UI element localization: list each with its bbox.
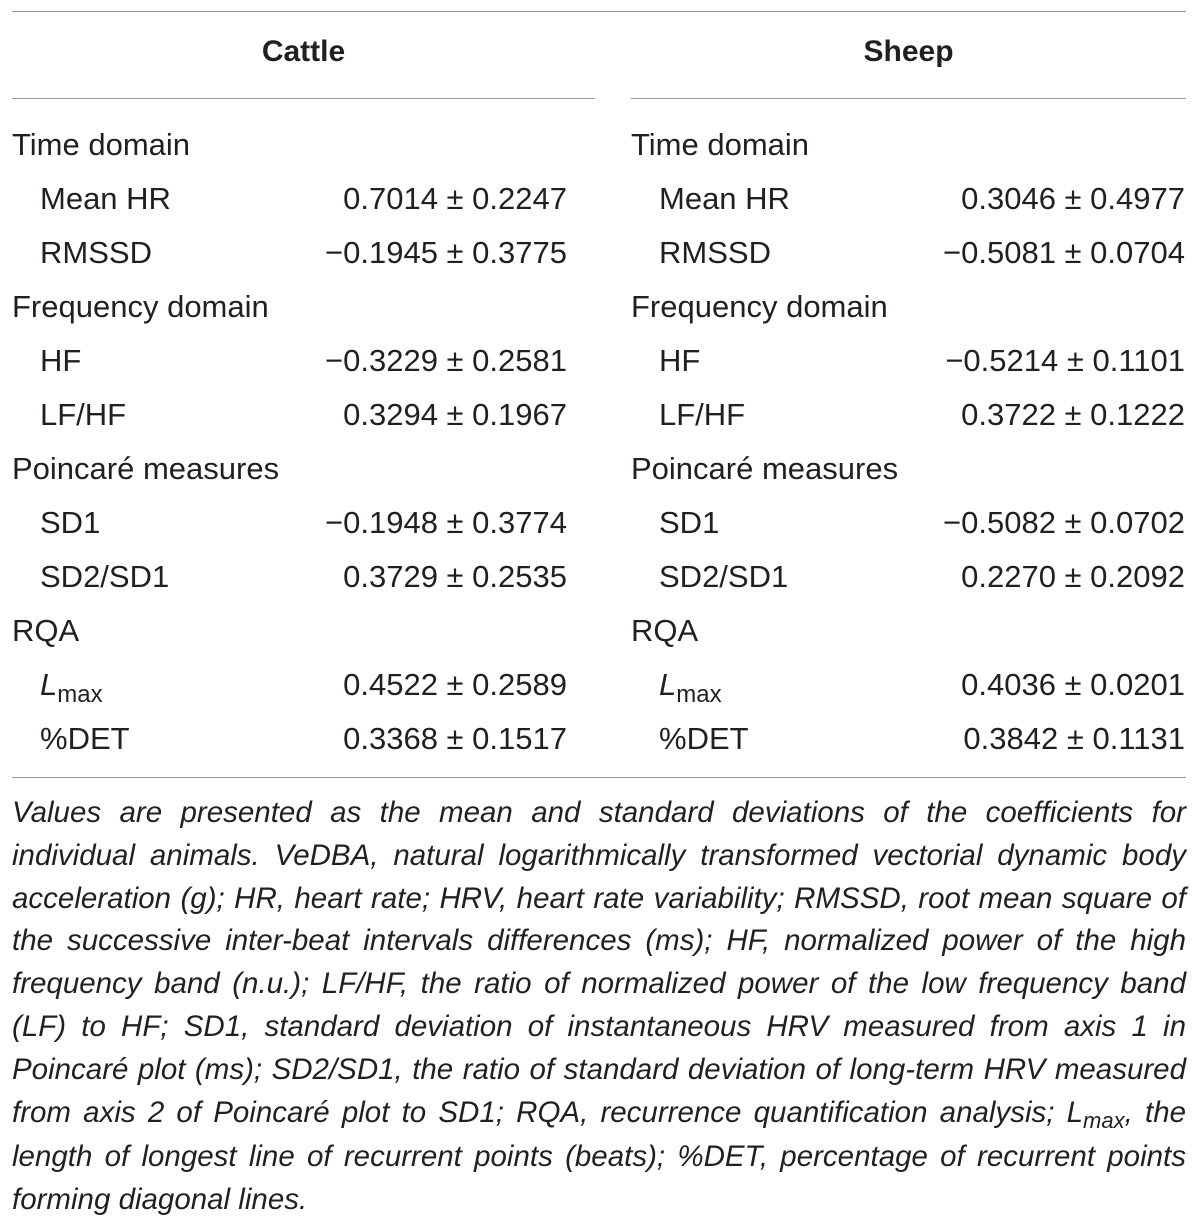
row-value: −0.1945 ± 0.3775 xyxy=(325,235,567,270)
row-label-main: L xyxy=(659,667,677,702)
group-heading-label: Frequency domain xyxy=(12,289,269,324)
row-label: SD1 xyxy=(40,505,101,540)
table-row xyxy=(12,658,567,712)
row-value: 0.3046 ± 0.4977 xyxy=(961,181,1185,216)
group-heading-row xyxy=(631,604,1185,658)
row-value: −0.5214 ± 0.1101 xyxy=(945,343,1185,378)
row-label-subscript: max xyxy=(676,681,722,708)
row-value: 0.4522 ± 0.2589 xyxy=(343,667,567,702)
row-label-main: L xyxy=(40,667,58,702)
row-value: −0.5081 ± 0.0704 xyxy=(943,235,1185,270)
footnote-text-part2: , the length of longest line of recurrent points (beats); %DET, percentage of recurrent points forming diagonal lines. xyxy=(12,1095,1187,1217)
table-row xyxy=(12,334,567,388)
group-heading-row xyxy=(631,442,1185,496)
group-heading-row xyxy=(12,604,567,658)
group-heading-label: RQA xyxy=(631,613,699,648)
group-heading-label: Time domain xyxy=(631,127,810,162)
row-label xyxy=(40,658,103,715)
table-footnote xyxy=(12,792,1186,1222)
column-header-cattle: Cattle xyxy=(261,35,346,68)
row-label: %DET xyxy=(40,721,130,756)
table-row xyxy=(631,658,1185,712)
row-label: Mean HR xyxy=(40,181,171,216)
row-label: LF/HF xyxy=(659,397,746,432)
row-label: RMSSD xyxy=(40,235,152,270)
row-value: 0.4036 ± 0.0201 xyxy=(961,667,1185,702)
group-heading-label: Time domain xyxy=(12,127,191,162)
row-value: 0.3368 ± 0.1517 xyxy=(343,721,567,756)
row-value: 0.2270 ± 0.2092 xyxy=(961,559,1185,594)
row-label: SD2/SD1 xyxy=(659,559,789,594)
table-row xyxy=(12,712,567,766)
group-heading-label: Frequency domain xyxy=(631,289,888,324)
row-value: 0.3842 ± 0.1131 xyxy=(963,721,1185,756)
row-label xyxy=(659,658,722,715)
footnote-text-part1: Values are presented as the mean and standard deviations of the coefficients for individual animals. VeDBA, natural logarithmically transformed vectorial dynamic body acceleration (g); HR, heart rate; HRV, heart rate variability; RMSSD, root mean square of the successive inter-beat intervals differences (ms); HF, normalized power of the high frequency band (n.u.); LF/HF, the ratio of normalized power of the low frequency band (LF) to HF; SD1, standard deviation of instantaneous HRV measured from axis 1 in Poincaré plot (ms); SD2/SD1, the ratio of standard deviation of long-term HRV measured from axis 2 of Poincaré plot to SD1; RQA, recurrence quantification analysis; L xyxy=(12,796,1186,1129)
row-label: SD1 xyxy=(659,505,720,540)
group-heading-label: Poincaré measures xyxy=(12,451,280,486)
table-row xyxy=(12,496,567,550)
row-label: Mean HR xyxy=(659,181,790,216)
row-label: HF xyxy=(659,343,701,378)
row-value: −0.3229 ± 0.2581 xyxy=(325,343,567,378)
table-row xyxy=(12,388,567,442)
group-heading-row xyxy=(12,442,567,496)
table-row xyxy=(631,496,1185,550)
table-row xyxy=(12,226,567,280)
row-label: SD2/SD1 xyxy=(40,559,170,594)
group-heading-row xyxy=(631,280,1185,334)
row-value: 0.3294 ± 0.1967 xyxy=(343,397,567,432)
row-value: −0.1948 ± 0.3774 xyxy=(325,505,567,540)
group-heading-label: RQA xyxy=(12,613,80,648)
row-value: 0.7014 ± 0.2247 xyxy=(343,181,567,216)
table-row xyxy=(12,172,567,226)
table-row xyxy=(631,334,1185,388)
row-value: 0.3729 ± 0.2535 xyxy=(343,559,567,594)
table-bottom-rule xyxy=(12,777,1186,778)
table-row xyxy=(631,712,1185,766)
row-label: RMSSD xyxy=(659,235,771,270)
table-row xyxy=(12,550,567,604)
group-heading-label: Poincaré measures xyxy=(631,451,899,486)
row-value: −0.5082 ± 0.0702 xyxy=(943,505,1185,540)
column-header-rule-cattle xyxy=(12,98,595,99)
row-label: LF/HF xyxy=(40,397,127,432)
row-value: 0.3722 ± 0.1222 xyxy=(961,397,1185,432)
footnote-lmax-subscript: max xyxy=(1083,1107,1125,1133)
table-row xyxy=(631,172,1185,226)
group-heading-row xyxy=(12,118,567,172)
group-heading-row xyxy=(12,280,567,334)
column-header-sheep: Sheep xyxy=(863,35,954,68)
row-label: HF xyxy=(40,343,82,378)
column-header-rule-sheep xyxy=(631,98,1186,99)
table-row xyxy=(631,388,1185,442)
row-label: %DET xyxy=(659,721,749,756)
table-row xyxy=(631,550,1185,604)
group-heading-row xyxy=(631,118,1185,172)
table-top-rule xyxy=(12,11,1186,12)
table-row xyxy=(631,226,1185,280)
row-label-subscript: max xyxy=(57,681,103,708)
